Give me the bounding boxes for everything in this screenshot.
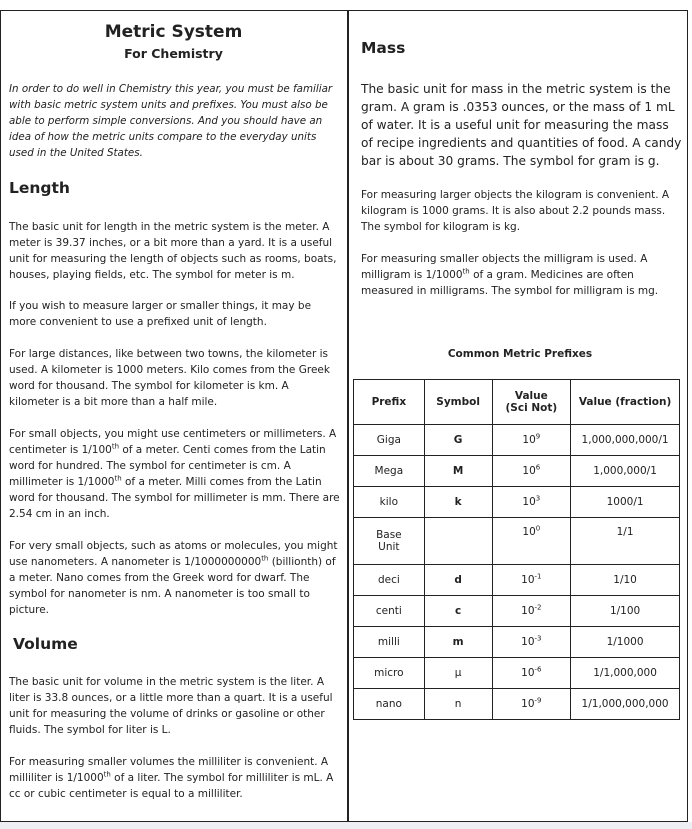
prefix-cell: micro bbox=[354, 658, 425, 689]
mass-paragraph-1: The basic unit for mass in the metric system is the gram. A gram is .0353 ounces, or the mass of 1 mL of water. It is a useful unit for measuring the mass of recipe ingredients and quantities of food. A candy bar is about 30 grams. The symbol for gram is g. bbox=[361, 82, 682, 168]
symbol-cell: d bbox=[424, 565, 492, 596]
sci-cell: $10^{-2}$ bbox=[492, 596, 571, 627]
sci-cell: $10^{-3}$ bbox=[492, 627, 571, 658]
table-row bbox=[354, 689, 680, 720]
intro-paragraph: In order to do well in Chemistry this year, you must be familiar with basic metric system units and prefixes. You must also be able to perform simple conversions. And you should have an idea of how the metric units compare to the everyday units used in the United States. bbox=[9, 83, 333, 159]
length-paragraph-3: For large distances, like between two towns, the kilometer is used. A kilometer is 1000 meters. Kilo comes from the Greek word for thousand. The symbol for kilometer is km. A kilometer is a bit more than a half mile. bbox=[9, 348, 330, 408]
volume-heading: Volume bbox=[13, 635, 78, 653]
bottom-strip bbox=[0, 822, 692, 829]
prefix-cell: Base Unit bbox=[354, 518, 425, 565]
symbol-cell: n bbox=[424, 689, 492, 720]
fraction-cell: 1/1000 bbox=[571, 627, 680, 658]
header-value-sci: Value (Sci Not) bbox=[492, 380, 571, 425]
fraction-cell: 1000/1 bbox=[571, 487, 680, 518]
fraction-cell: 1/1,000,000,000 bbox=[571, 689, 680, 720]
page-subtitle: For Chemistry bbox=[124, 46, 223, 61]
symbol-cell: µ bbox=[424, 658, 492, 689]
sci-cell: $10^0$ bbox=[492, 518, 571, 565]
table-row bbox=[354, 518, 680, 565]
mass-paragraph-3: For measuring smaller objects the milligram is used. A milligram is 1/1000th of a gram. Medicines are often measured in milligrams. The symbol for milligram is mg. bbox=[361, 253, 659, 297]
length-heading: Length bbox=[9, 179, 70, 197]
sci-cell: $10^{-9}$ bbox=[492, 689, 571, 720]
symbol-cell: M bbox=[424, 456, 492, 487]
table-header-row bbox=[354, 380, 680, 425]
page-title: Metric System bbox=[104, 22, 243, 42]
table-row bbox=[354, 456, 680, 487]
fraction-cell: 1/100 bbox=[571, 596, 680, 627]
table-row bbox=[354, 596, 680, 627]
table-row bbox=[354, 487, 680, 518]
table-row bbox=[354, 658, 680, 689]
symbol-cell: m bbox=[424, 627, 492, 658]
mass-paragraph-2: For measuring larger objects the kilogram is convenient. A kilogram is 1000 grams. It is also about 2.2 pounds mass. The symbol for kilogram is kg. bbox=[361, 189, 670, 233]
prefix-table-title: Common Metric Prefixes bbox=[447, 348, 593, 360]
prefix-cell: milli bbox=[354, 627, 425, 658]
length-paragraph-2: If you wish to measure larger or smaller things, it may be more convenient to use a prefixed unit of length. bbox=[9, 300, 312, 328]
fraction-cell: 1/1,000,000 bbox=[571, 658, 680, 689]
length-paragraph-5: For very small objects, such as atoms or molecules, you might use nanometers. A nanometer is 1/1000000000th (billionth) of a meter. Nano comes from the Greek word for dwarf. The symbol for nanometer is nm. A nanometer is too small to picture. bbox=[9, 540, 338, 616]
header-prefix: Prefix bbox=[354, 380, 425, 425]
prefix-cell: Mega bbox=[354, 456, 425, 487]
sci-cell: $10^{-6}$ bbox=[492, 658, 571, 689]
volume-paragraph-2: For measuring smaller volumes the milliliter is convenient. A milliliter is 1/1000th of a liter. The symbol for milliliter is mL. A cc or cubic centimeter is equal to a milliliter. bbox=[9, 756, 334, 800]
length-paragraph-4: For small objects, you might use centimeters or millimeters. A centimeter is 1/100th of a meter. Centi comes from the Latin word for hundred. The symbol for centimeter is cm. A millimeter is 1/1000th of a meter. Milli comes from the Latin word for thousand. The symbol for millimeter is mm. There are 2.54 cm in an inch. bbox=[9, 428, 340, 520]
prefix-cell: kilo bbox=[354, 487, 425, 518]
symbol-cell: G bbox=[424, 425, 492, 456]
fraction-cell: 1/1 bbox=[571, 518, 680, 565]
prefix-cell: Giga bbox=[354, 425, 425, 456]
sci-cell: $10^{-1}$ bbox=[492, 565, 571, 596]
sci-cell: $10^6$ bbox=[492, 456, 571, 487]
header-symbol: Symbol bbox=[424, 380, 492, 425]
sci-cell: $10^9$ bbox=[492, 425, 571, 456]
header-value-fraction: Value (fraction) bbox=[571, 380, 680, 425]
symbol-cell: c bbox=[424, 596, 492, 627]
mass-heading: Mass bbox=[361, 39, 406, 57]
prefix-table bbox=[353, 379, 680, 720]
table-row bbox=[354, 565, 680, 596]
length-paragraph-1: The basic unit for length in the metric system is the meter. A meter is 39.37 inches, or a bit more than a yard. It is a useful unit for measuring the length of objects such as rooms, boats, houses, playing fields, etc. The symbol for meter is m. bbox=[9, 221, 337, 281]
symbol-cell: k bbox=[424, 487, 492, 518]
sci-cell: $10^3$ bbox=[492, 487, 571, 518]
column-divider bbox=[347, 10, 349, 822]
prefix-cell: centi bbox=[354, 596, 425, 627]
symbol-cell bbox=[424, 518, 492, 565]
volume-paragraph-1: The basic unit for volume in the metric system is the liter. A liter is 33.8 ounces, or a little more than a quart. It is a useful unit for measuring the volume of drinks or gasoline or other fluids. The symbol for liter is L. bbox=[9, 676, 333, 736]
fraction-cell: 1/10 bbox=[571, 565, 680, 596]
prefix-cell: deci bbox=[354, 565, 425, 596]
fraction-cell: 1,000,000,000/1 bbox=[571, 425, 680, 456]
prefix-cell: nano bbox=[354, 689, 425, 720]
table-row bbox=[354, 425, 680, 456]
fraction-cell: 1,000,000/1 bbox=[571, 456, 680, 487]
table-row bbox=[354, 627, 680, 658]
